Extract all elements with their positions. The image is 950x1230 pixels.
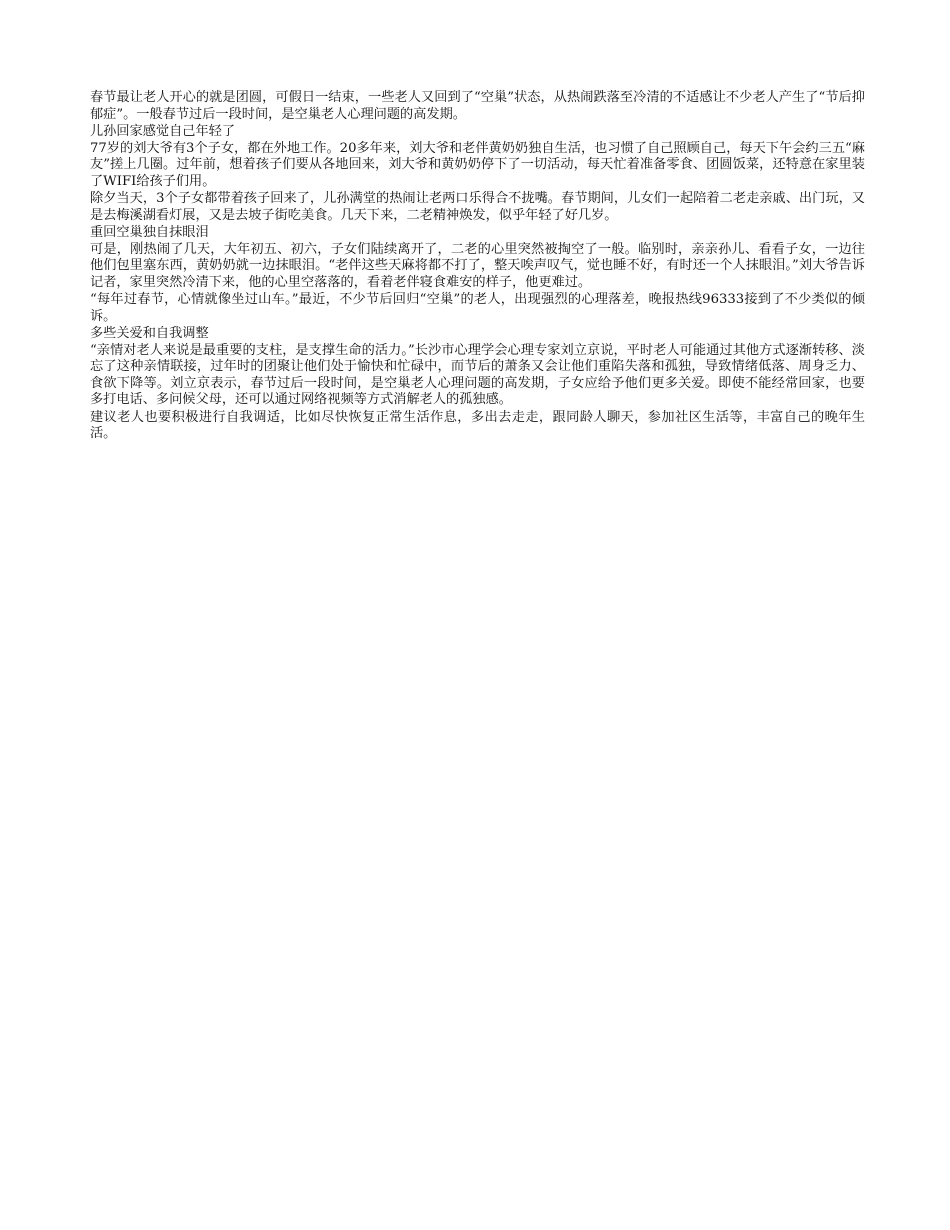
article-intro: 春节最让老人开心的就是团圆，可假日一结束，一些老人又回到了“空巢”状态，从热闹跌落至冷清的不适感让不少老人产生了“节后抑郁症”。一般春节过后一段时间，是空巢老人心理问题的高发期。 (90, 90, 865, 122)
section-heading: 儿孙回家感觉自己年轻了 (90, 124, 236, 139)
article (90, 90, 865, 444)
section-heading: 重回空巢独自抹眼泪 (90, 225, 209, 240)
section-paragraph: 可是，刚热闹了几天，大年初五、初六，子女们陆续离开了，二老的心里突然被掏空了一般。临别时，亲亲孙儿、看看子女，一边往他们包里塞东西，黄奶奶就一边抹眼泪。“老伴这些天麻将都不打了，整天唉声叹气，觉也睡不好，有时还一个人抹眼泪。”刘大爷告诉记者，家里突然冷清下来，他的心里空落落的，看着老伴寝食难安的样子，他更难过。 (90, 241, 865, 290)
section-paragraph: 建议老人也要积极进行自我调适，比如尽快恢复正常生活作息，多出去走走，跟同龄人聊天，参加社区生活等，丰富自己的晚年生活。 (90, 409, 865, 441)
section-paragraph: 除夕当天，3个子女都带着孩子回来了，儿孙满堂的热闹让老两口乐得合不拢嘴。春节期间，儿女们一起陪着二老走亲戚、出门玩，又是去梅溪湖看灯展，又是去坡子街吃美食。几天下来，二老精神焕发，似乎年轻了好几岁。 (90, 191, 865, 223)
section-paragraph: “每年过春节，心情就像坐过山车。”最近，不少节后回归“空巢”的老人，出现强烈的心理落差，晚报热线96333接到了不少类似的倾诉。 (90, 292, 865, 324)
section-heading: 多些关爱和自我调整 (90, 326, 209, 341)
section-paragraph: 77岁的刘大爷有3个子女，都在外地工作。20多年来，刘大爷和老伴黄奶奶独自生活，也习惯了自己照顾自己，每天下午会约三五“麻友”搓上几圈。过年前，想着孩子们要从各地回来，刘大爷和黄奶奶停下了一切活动，每天忙着准备零食、团圆饭菜，还特意在家里装了WIFI给孩子们用。 (90, 140, 865, 189)
section-paragraph: “亲情对老人来说是最重要的支柱，是支撑生命的活力。”长沙市心理学会心理专家刘立京说，平时老人可能通过其他方式逐渐转移、淡忘了这种亲情联接，过年时的团聚让他们处于愉快和忙碌中，而节后的萧条又会让他们重陷失落和孤独，导致情绪低落、周身乏力、食欲下降等。刘立京表示，春节过后一段时间，是空巢老人心理问题的高发期，子女应给予他们更多关爱。即使不能经常回家，也要多打电话、多问候父母，还可以通过网络视频等方式消解老人的孤独感。 (90, 342, 865, 407)
